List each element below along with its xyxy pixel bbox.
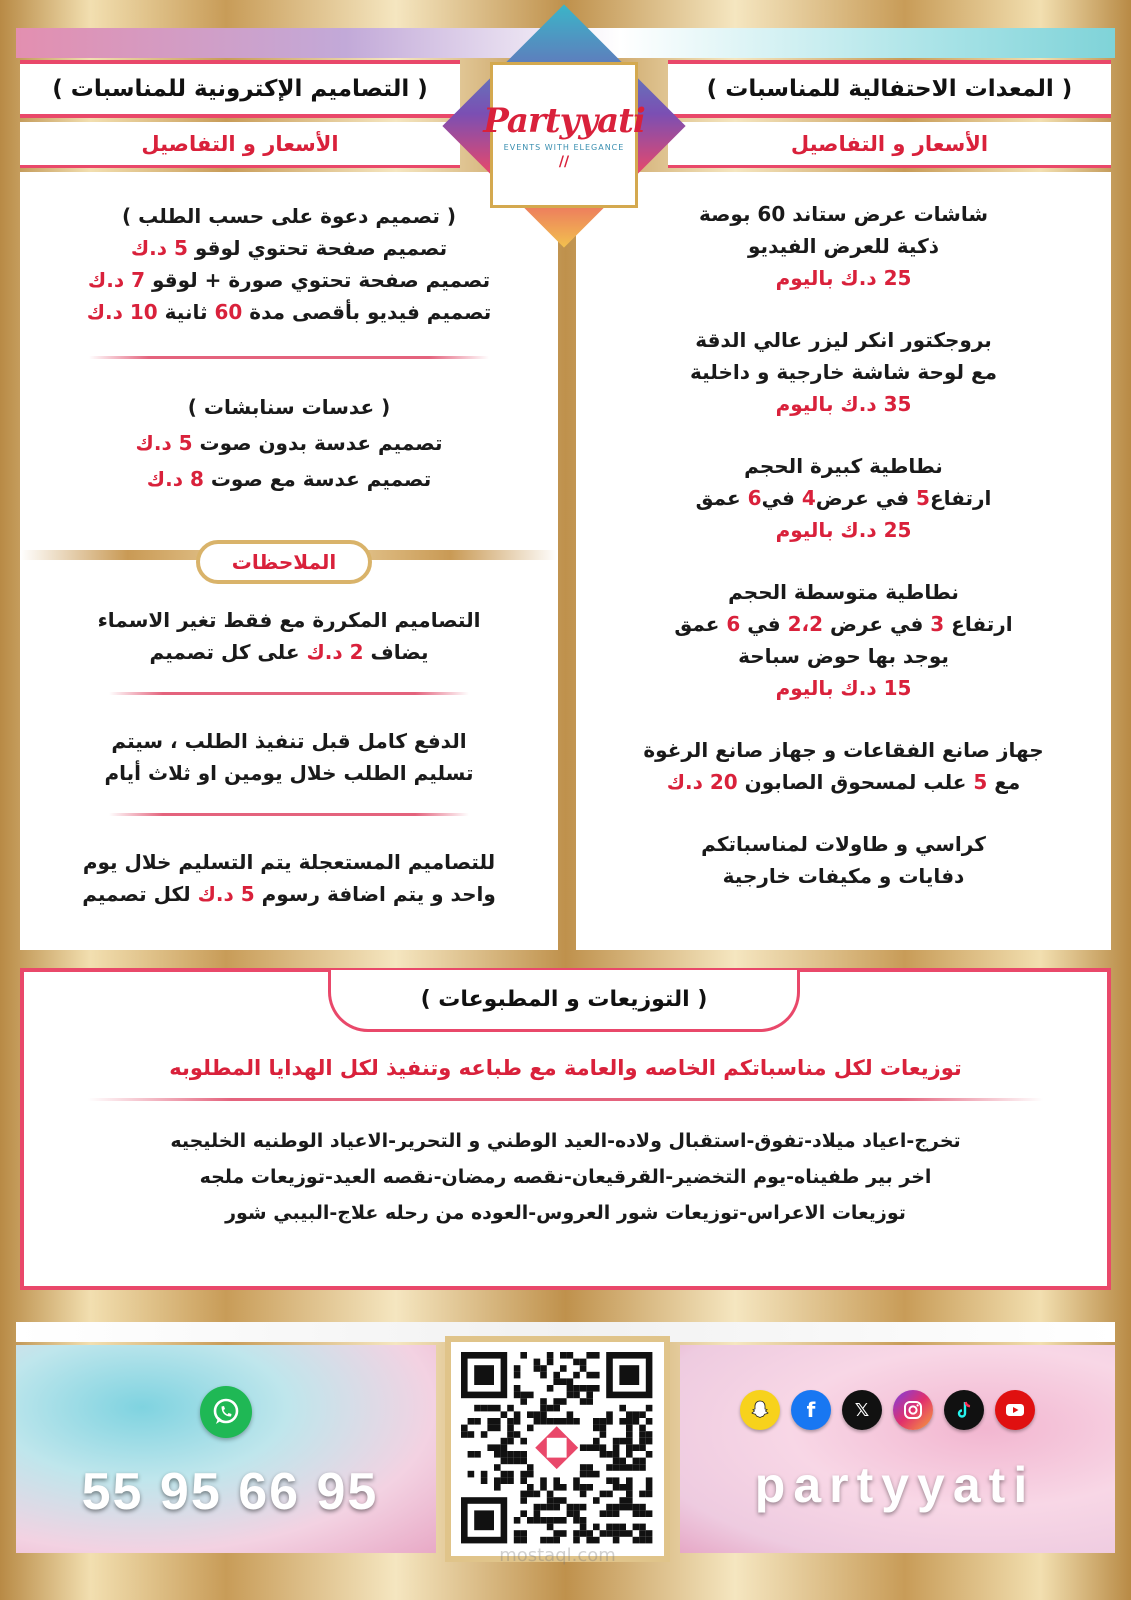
mid-bouncer-item <box>596 576 1091 704</box>
phone-number[interactable]: 55 95 66 95 <box>81 1463 379 1521</box>
dim-width: 4 <box>801 486 816 510</box>
furniture-item <box>596 828 1091 892</box>
snap-line-2 <box>40 461 538 497</box>
invite-line-1 <box>40 232 538 264</box>
dim-width: 2،2 <box>787 612 824 636</box>
invite-line-1-text: تصميم صفحة تحتوي لوقو <box>187 236 448 260</box>
invite-line-2-price: 7 د.ك <box>87 268 145 292</box>
screens-item <box>596 198 1091 294</box>
distribution-title: ( التوزيعات و المطبوعات ) <box>420 987 708 1012</box>
notes-pill <box>196 540 372 584</box>
dim-text: ارتفاع <box>929 486 992 510</box>
bubbles-line-2 <box>596 766 1091 798</box>
logo-wordmark: Partyyati <box>483 100 645 141</box>
logo-marks: // <box>558 153 570 170</box>
note-1-price: 2 د.ك <box>306 640 364 664</box>
invite-line-2-text: تصميم صفحة تحتوي صورة + لوقو <box>144 268 491 292</box>
dim-depth: 6 <box>747 486 762 510</box>
dim-height: 3 <box>930 612 945 636</box>
note-3-price: 5 د.ك <box>197 882 255 906</box>
dim-depth: 6 <box>726 612 741 636</box>
projector-line-2: مع لوحة شاشة خارجية و داخلية <box>690 360 997 384</box>
furniture-line-2: دفايات و مكيفات خارجية <box>722 864 965 888</box>
left-section-subtitle: الأسعار و التفاصيل <box>141 131 339 156</box>
dim-text: في <box>740 612 788 636</box>
snap-line-1 <box>40 425 538 461</box>
projector-item <box>596 324 1091 420</box>
invite-line-3-price: 10 د.ك <box>86 300 158 324</box>
invite-line-3-seconds: 60 <box>214 300 243 324</box>
distribution-tab <box>328 970 800 1032</box>
bubbles-price: 20 د.ك <box>666 770 738 794</box>
dim-text: عمق <box>674 612 727 636</box>
distribution-line-3: توزيعات الاعراس-توزيعات شور العروس-العوده من رحله علاج-البيبي شور <box>225 1202 906 1224</box>
divider <box>89 356 489 359</box>
distribution-line-2: اخر بير طفيناه-يوم التخضير-القرقيعان-نقصه رمضان-نقصه العيد-توزيعات ملجه <box>199 1166 932 1188</box>
screens-line-2: ذكية للعرض الفيديو <box>748 234 939 258</box>
mid-bouncer-dimensions <box>596 608 1091 640</box>
invite-heading: ( تصميم دعوة على حسب الطلب ) <box>122 204 456 228</box>
invite-line-3-text: تصميم فيديو بأقصى مدة <box>242 300 492 324</box>
right-subtitle-bar <box>668 122 1111 168</box>
qr-code[interactable] <box>445 1336 670 1562</box>
note-1-line-1: التصاميم المكررة مع فقط تغير الاسماء <box>97 608 481 632</box>
distribution-content <box>40 1052 1091 1231</box>
mid-bouncer-line-1: نطاطية متوسطة الحجم <box>728 580 959 604</box>
note-1-text-a: يضاف <box>363 640 429 664</box>
note-1-line-2 <box>40 636 538 668</box>
mid-bouncer-price: 15 د.ك باليوم <box>775 676 912 700</box>
logo-tagline: EVENTS WITH ELEGANCE <box>503 142 625 152</box>
divider <box>109 692 469 695</box>
furniture-line-1: كراسي و طاولات لمناسباتكم <box>701 832 986 856</box>
invite-line-1-price: 5 د.ك <box>130 236 188 260</box>
snap-line-2-text: تصميم عدسة مع صوت <box>203 467 432 491</box>
right-title-bar <box>668 60 1111 118</box>
divider <box>88 1098 1043 1101</box>
bubbles-qty: 5 <box>973 770 988 794</box>
screens-line-1: شاشات عرض ستاند 60 بوصة <box>698 202 989 226</box>
bubbles-text-a: مع <box>987 770 1021 794</box>
youtube-icon[interactable] <box>995 1390 1035 1430</box>
note-3-text-b: لكل تصميم <box>82 882 198 906</box>
left-title-bar <box>20 60 460 118</box>
social-icons-row <box>740 1390 1035 1430</box>
snap-line-1-text: تصميم عدسة بدون صوت <box>192 431 443 455</box>
projector-price: 35 د.ك باليوم <box>775 392 912 416</box>
invite-line-3-unit: ثانية <box>157 300 215 324</box>
dim-text: في عرض <box>815 486 917 510</box>
note-2-line-1: الدفع كامل قبل تنفيذ الطلب ، سيتم <box>111 729 467 753</box>
footer-right-panel <box>680 1345 1115 1553</box>
right-section-subtitle: الأسعار و التفاصيل <box>790 131 989 156</box>
bubbles-text-b: علب لمسحوق الصابون <box>737 770 974 794</box>
big-bouncer-line-1: نطاطية كبيرة الحجم <box>744 454 943 478</box>
watermark: mostaql.com <box>499 1545 616 1566</box>
note-3-line-2 <box>40 878 538 910</box>
big-bouncer-item <box>596 450 1091 546</box>
snap-block <box>40 389 538 497</box>
whatsapp-icon[interactable] <box>200 1386 252 1438</box>
brand-handle: partyyati <box>754 1457 1036 1513</box>
right-section-title: ( المعدات الاحتفالية للمناسبات ) <box>706 76 1073 102</box>
invite-line-3 <box>40 296 538 328</box>
invite-line-2 <box>40 264 538 296</box>
distribution-headline: توزيعات لكل مناسباتكم الخاصه والعامة مع طباعه وتنفيذ لكل الهدايا المطلوبه <box>169 1056 962 1080</box>
snap-heading: ( عدسات سنابشات ) <box>187 395 391 419</box>
right-column <box>596 198 1091 922</box>
note-1-text-b: على كل تصميم <box>149 640 307 664</box>
qr-code-image <box>451 1342 664 1556</box>
screens-price: 25 د.ك باليوم <box>775 266 912 290</box>
x-icon[interactable]: 𝕏 <box>842 1390 882 1430</box>
dim-text: عمق <box>695 486 748 510</box>
notes-column <box>40 604 538 910</box>
dim-height: 5 <box>916 486 930 510</box>
note-3-line-1: للتصاميم المستعجلة يتم التسليم خلال يوم <box>82 850 496 874</box>
left-subtitle-bar <box>20 122 460 168</box>
bubbles-item <box>596 734 1091 798</box>
dim-text: في <box>761 486 802 510</box>
projector-line-1: بروجكتور انكر ليزر عالي الدقة <box>695 328 992 352</box>
dim-text: ارتفاع <box>944 612 1013 636</box>
tiktok-icon[interactable] <box>944 1390 984 1430</box>
divider <box>109 813 469 816</box>
distribution-line-1: تخرج-اعياد ميلاد-تفوق-استقبال ولاده-العيد الوطني و التحرير-الاعياد الوطنيه الخليجيه <box>170 1130 961 1152</box>
bubbles-line-1: جهاز صانع الفقاعات و جهاز صانع الرغوة <box>643 738 1044 762</box>
notes-label: الملاحظات <box>231 550 337 574</box>
note-2-line-2: تسليم الطلب خلال يومين او ثلاث أيام <box>104 761 474 785</box>
big-bouncer-price: 25 د.ك باليوم <box>775 518 912 542</box>
dim-text: في عرض <box>823 612 931 636</box>
big-bouncer-dimensions <box>596 482 1091 514</box>
logo-box <box>483 62 645 208</box>
note-3-text-a: واحد و يتم اضافة رسوم <box>254 882 496 906</box>
left-section-title: ( التصاميم الإكترونية للمناسبات ) <box>52 76 428 102</box>
snap-line-2-price: 8 د.ك <box>146 467 204 491</box>
mid-bouncer-line-3: يوجد بها حوض سباحة <box>738 644 949 668</box>
snap-line-1-price: 5 د.ك <box>135 431 193 455</box>
instagram-icon[interactable] <box>893 1390 933 1430</box>
facebook-icon[interactable]: f <box>791 1390 831 1430</box>
invite-block <box>40 200 538 328</box>
snapchat-icon[interactable] <box>740 1390 780 1430</box>
left-column <box>40 200 538 497</box>
